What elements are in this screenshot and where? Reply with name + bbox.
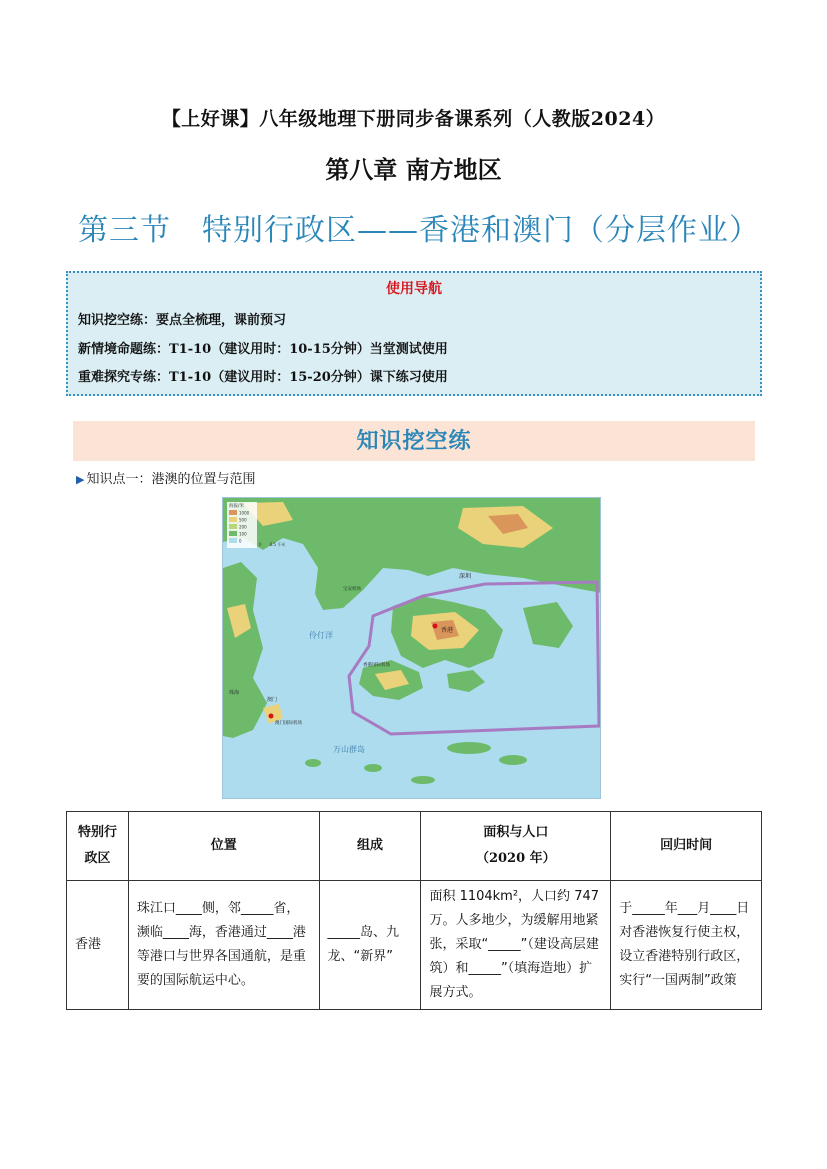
- map-legend-title: 海拔/米: [229, 504, 245, 509]
- map-label-baoan-airport: 宝安机场: [343, 587, 361, 592]
- map-label-wanshan: 万山群岛: [333, 745, 365, 754]
- table-header-row: [67, 812, 762, 881]
- map-label-lingdingyang: 伶仃洋: [309, 631, 333, 640]
- map-legend-value: 1000: [239, 510, 250, 516]
- guide-line-after-class: 重难探究专练：T1-10（建议用时：15-20分钟）课下练习使用: [78, 370, 448, 385]
- guide-line-preview: 知识挖空练：要点全梳理，课前预习: [78, 313, 287, 328]
- cell-area-population: 面积 1104km²，人口约 747 万。人多地少，为缓解用地紧张，采取“_____”（建设高层建筑）和_____”（填海造地）扩展方式。: [421, 881, 611, 1010]
- header-area-population: 面积与人口 （2020 年）: [421, 812, 611, 881]
- knowledge-point-heading: [76, 468, 255, 487]
- map-legend-value: 100: [239, 531, 247, 537]
- map-scale-label: 0 8.5 千米: [259, 542, 286, 547]
- map-label-hk-airport: 香港国际机场: [363, 663, 390, 668]
- header-return-time: 回归时间: [611, 812, 762, 881]
- map-label-shenzhen: 深圳: [459, 573, 472, 580]
- guide-line-in-class: 新情境命题练：T1-10（建议用时：10-15分钟）当堂测试使用: [78, 342, 448, 357]
- map-label-macao-airport: 澳门国际机场: [275, 721, 302, 726]
- section-banner: 知识挖空练: [73, 421, 755, 461]
- triangle-arrow-icon: ▶: [76, 473, 85, 486]
- usage-guide-box: [66, 271, 762, 396]
- chapter-title: 第八章 南方地区: [325, 155, 502, 184]
- map-label-macao: 澳门: [267, 697, 278, 703]
- cell-composition: _____岛、九龙、“新界”: [319, 881, 421, 1010]
- series-title: 【上好课】八年级地理下册同步备课系列（人教版2024）: [161, 108, 666, 130]
- cell-return-time: 于_____年___月____日对香港恢复行使主权，设立香港特别行政区，实行“一国两制”政策: [611, 881, 762, 1010]
- map-label-zhuhai: 珠海: [229, 690, 240, 696]
- header-location: 位置: [128, 812, 319, 881]
- usage-guide-heading: 使用导航: [386, 281, 442, 297]
- map-legend-value: 200: [239, 524, 247, 530]
- hong-kong-macao-map: [222, 497, 601, 799]
- table-row: [67, 881, 762, 1010]
- map-legend-value: 0: [239, 538, 242, 544]
- cell-region: 香港: [67, 881, 129, 1010]
- knowledge-point-label: 知识点一：港澳的位置与范围: [86, 472, 256, 487]
- section-title: 第三节 特别行政区——香港和澳门（分层作业）: [78, 213, 760, 248]
- header-composition: 组成: [319, 812, 421, 881]
- cell-location: 珠江口____侧，邻_____省，濒临____海，香港通过____港等港口与世界各国通航，是重要的国际航运中心。: [128, 881, 319, 1010]
- map-legend-value: 500: [239, 517, 247, 523]
- map-label-hongkong: 香港: [441, 627, 454, 634]
- header-region: 特别行 政区: [67, 812, 129, 881]
- hong-kong-info-table: [66, 811, 762, 1010]
